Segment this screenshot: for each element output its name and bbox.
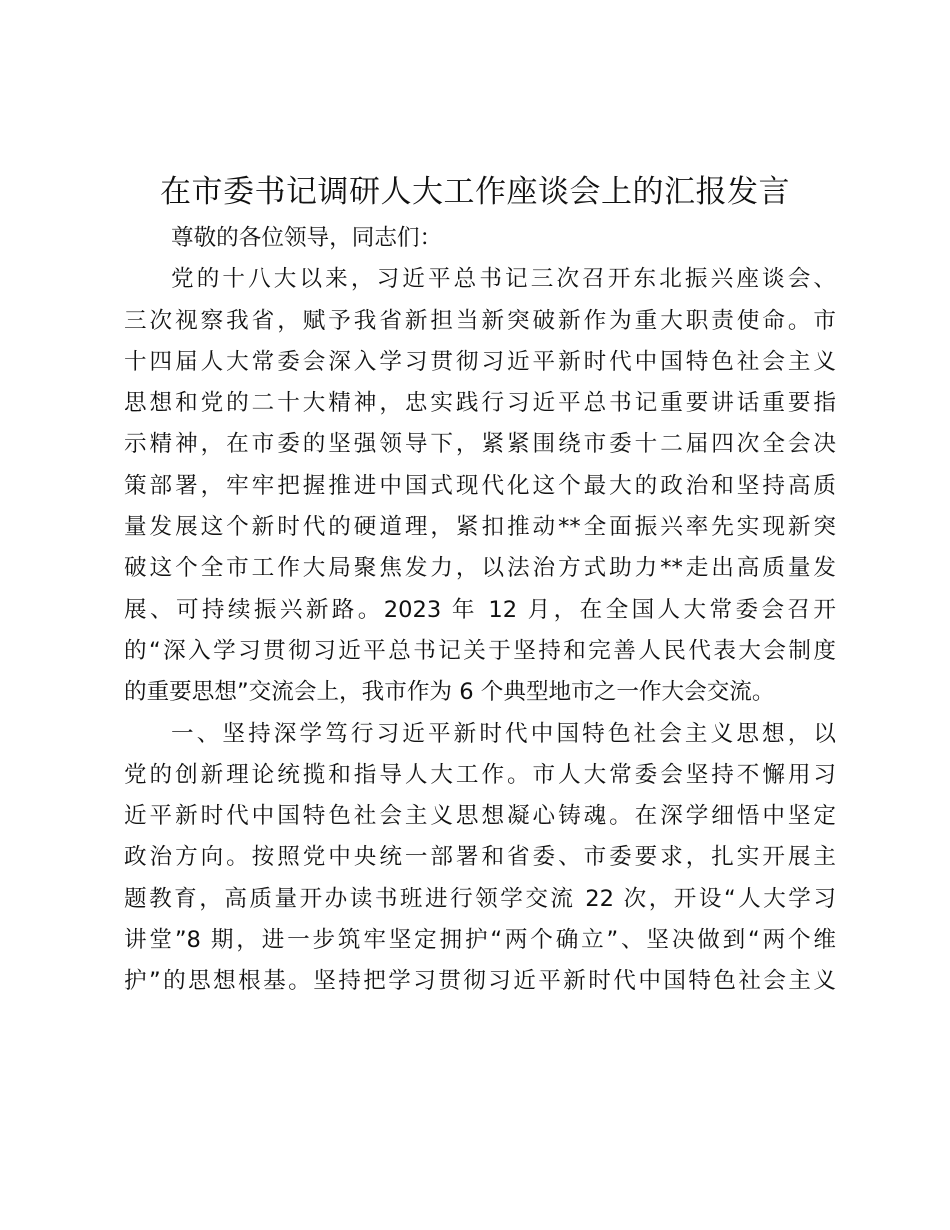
paragraph-line: 题教育，高质量开办读书班进行领学交流 22 次，开设“人大学习 xyxy=(124,885,836,912)
paragraph-line: 十四届人大常委会深入学习贯彻习近平新时代中国特色社会主义 xyxy=(124,348,836,375)
paragraph-line: 破这个全市工作大局聚焦发力，以法治方式助力**走出高质量发 xyxy=(124,555,836,582)
paragraph-line: 讲堂”8 期，进一步筑牢坚定拥护“两个确立”、坚决做到“两个维 xyxy=(124,927,836,954)
paragraph-line: 政治方向。按照党中央统一部署和省委、市委要求，扎实开展主 xyxy=(124,844,836,871)
paragraph-2 xyxy=(124,714,836,1003)
salutation xyxy=(124,218,836,259)
paragraph-line: 的“深入学习贯彻习近平总书记关于坚持和完善人民代表大会制度 xyxy=(124,637,836,664)
paragraph-line: 展、可持续振兴新路。2023 年 12 月，在全国人大常委会召开 xyxy=(124,596,836,623)
document-title: 在市委书记调研人大工作座谈会上的汇报发言 xyxy=(160,174,790,210)
paragraph-line: 思想和党的二十大精神，忠实践行习近平总书记重要讲话重要指 xyxy=(124,390,836,417)
paragraph-line: 示精神，在市委的坚强领导下，紧紧围绕市委十二届四次全会决 xyxy=(124,431,836,458)
paragraph-line: 三次视察我省，赋予我省新担当新突破新作为重大职责使命。市 xyxy=(124,307,836,334)
document-body xyxy=(124,218,836,1003)
paragraph-line: 策部署，牢牢把握推进中国式现代化这个最大的政治和坚持高质 xyxy=(124,472,836,499)
paragraph-line: 一、坚持深学笃行习近平新时代中国特色社会主义思想，以 xyxy=(171,720,836,747)
paragraph-line: 党的创新理论统揽和指导人大工作。市人大常委会坚持不懈用习 xyxy=(124,761,836,788)
paragraph-line: 量发展这个新时代的硬道理，紧扣推动**全面振兴率先实现新突 xyxy=(124,514,836,541)
paragraph-line: 的重要思想”交流会上，我市作为 6 个典型地市之一作大会交流。 xyxy=(124,679,775,706)
paragraph-1 xyxy=(124,259,836,713)
paragraph-line: 党的十八大以来，习近平总书记三次召开东北振兴座谈会、 xyxy=(171,266,836,293)
paragraph-line: 护”的思想根基。坚持把学习贯彻习近平新时代中国特色社会主义 xyxy=(124,968,836,995)
salutation-line: 尊敬的各位领导，同志们： xyxy=(171,225,443,251)
paragraph-line: 近平新时代中国特色社会主义思想凝心铸魂。在深学细悟中坚定 xyxy=(124,803,836,830)
